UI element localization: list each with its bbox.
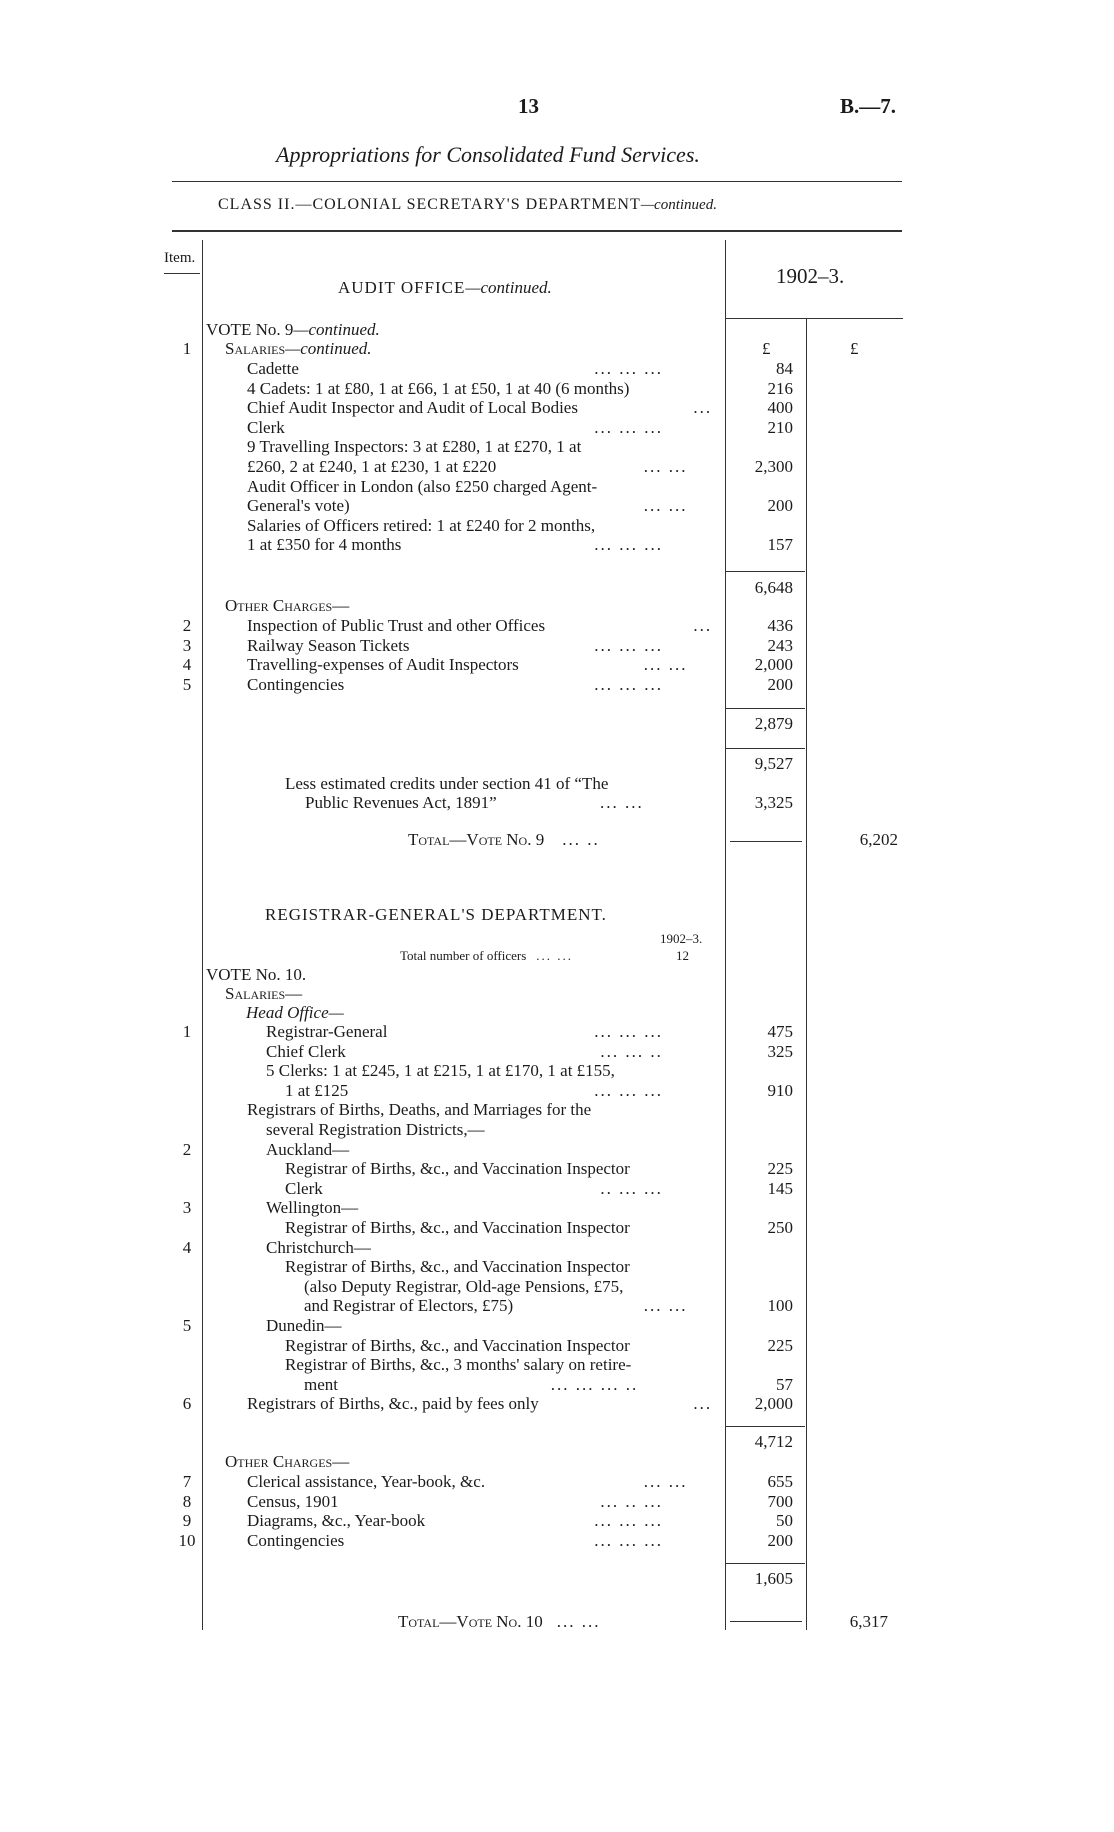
officers-label: Total number of officers ... ... <box>400 948 574 963</box>
amount-column-divider-mid <box>806 318 807 1630</box>
item-header-rule <box>164 273 200 274</box>
registrar.rows-row-leader: ... ... ... <box>594 1022 663 1041</box>
audit-other-subtotal: 2,879 <box>754 714 793 733</box>
registrar.rows-row-leader: ... ... ... <box>594 1080 663 1100</box>
audit.other_rows-row-item-number: 3 <box>182 635 192 655</box>
registrar.rows-row-item-number: 2 <box>182 1139 192 1159</box>
registrar.rows-row-amount: 2,000 <box>754 1394 793 1414</box>
registrar.rows-row-text: Registrar of Births, &c., and Vaccination Inspector <box>285 1159 630 1179</box>
audit-total-rule <box>730 841 802 842</box>
audit.other_rows-row-amount: 243 <box>767 635 793 655</box>
audit.rows-row-leader: ... ... ... <box>594 535 663 555</box>
audit-less-credits-amount: 3,325 <box>754 793 793 812</box>
audit.rows-row-text: General's vote) <box>247 496 350 516</box>
audit-salaries-rule <box>725 571 805 572</box>
audit.other_rows-row-text: Contingencies <box>247 674 345 694</box>
registrar.other_rows-row-item-number: 10 <box>178 1530 196 1550</box>
registrar.rows-row-text: Registrar of Births, &c., and Vaccination Inspector <box>285 1257 630 1277</box>
head-office-heading: Head Office— <box>246 1003 344 1022</box>
registrar-other-charges-heading: Other Charges— <box>225 1452 350 1471</box>
registrar.rows-row-text: Wellington— <box>266 1198 359 1218</box>
registrar.rows-row-text: Christchurch— <box>266 1237 371 1257</box>
audit.rows-row-amount: 2,300 <box>754 457 793 476</box>
audit.other_rows-row-item-number: 2 <box>182 616 192 635</box>
audit.rows-row-text: Clerk <box>247 417 285 437</box>
registrar.rows-row-item-number: 5 <box>182 1316 192 1335</box>
audit.other_rows-row-amount: 2,000 <box>754 655 793 675</box>
document-code: B.—7. <box>840 94 897 118</box>
registrar-salaries-subtotal: 4,712 <box>754 1432 793 1451</box>
registrar.rows-row-text: Registrar-General <box>266 1022 388 1041</box>
audit.other_rows-row-leader: ... ... <box>643 655 688 675</box>
audit-less-credits-line2: Public Revenues Act, 1891” ... ... <box>305 793 644 812</box>
year-header: 1902–3. <box>776 264 845 288</box>
registrar-total-rule <box>730 1621 802 1622</box>
audit.rows-row-leader: ... ... <box>643 496 688 516</box>
audit.rows-row-text: Salaries of Officers retired: 1 at £240 for 2 months, <box>247 515 596 535</box>
registrar.rows-row-text: Dunedin— <box>266 1316 342 1335</box>
registrar.other_rows-row-leader: ... ... ... <box>594 1530 663 1550</box>
registrar-vote-heading: VOTE No. 10. <box>206 965 307 984</box>
page-number: 13 <box>518 94 539 118</box>
registrar.rows-row-amount: 225 <box>767 1335 793 1355</box>
registrar.rows-row-amount: 325 <box>767 1041 793 1061</box>
audit.other_rows-row-item-number: 4 <box>182 655 192 675</box>
page-title: Appropriations for Consolidated Fund Services. <box>276 142 700 167</box>
registrar-salaries-rule <box>725 1426 805 1427</box>
registrar.rows-row-leader: ... ... ... .. <box>550 1374 639 1394</box>
audit.other_rows-row-amount: 200 <box>767 674 793 694</box>
audit.other_rows-row-leader: ... ... ... <box>594 635 663 655</box>
registrar.rows-row-text: Chief Clerk <box>266 1041 346 1061</box>
registrar.other_rows-row-item-number: 9 <box>182 1511 192 1531</box>
audit.rows-row-amount: 216 <box>767 378 793 398</box>
registrar.rows-row-text: ment <box>304 1374 338 1394</box>
audit.rows-row-amount: 157 <box>767 535 793 555</box>
audit-item-number: 1 <box>182 339 192 358</box>
audit.rows-row-amount: 400 <box>767 398 793 418</box>
audit.rows-row-text: 9 Travelling Inspectors: 3 at £280, 1 at £270, 1 at <box>247 437 582 457</box>
audit.other_rows-row-text: Travelling-expenses of Audit Inspectors <box>247 655 519 675</box>
audit.rows-row-amount: 84 <box>776 359 793 378</box>
class-heading: CLASS II.—COLONIAL SECRETARY'S DEPARTMENT—continued. <box>218 196 717 213</box>
audit-other-charges-heading: Other Charges— <box>225 596 350 615</box>
registrar.rows-row-leader: .. ... ... <box>600 1178 663 1198</box>
registrar.rows-row-text: 5 Clerks: 1 at £245, 1 at £215, 1 at £170, 1 at £155, <box>266 1061 615 1081</box>
registrar-vote-total-label: Total—Vote No. 10 ... ... <box>398 1612 601 1631</box>
registrar.other_rows-row-amount: 655 <box>767 1472 793 1491</box>
registrar.rows-row-text: Auckland— <box>266 1139 350 1159</box>
registrar.rows-row-item-number: 4 <box>182 1237 192 1257</box>
registrar.rows-row-item-number: 1 <box>182 1022 192 1041</box>
amount-column-divider-left <box>725 240 726 1630</box>
audit.rows-row-amount: 200 <box>767 496 793 516</box>
officers-count: 12 <box>676 948 689 963</box>
registrar.other_rows-row-item-number: 7 <box>182 1472 192 1491</box>
registrar.rows-row-text: Registrars of Births, &c., paid by fees only <box>247 1394 539 1414</box>
registrar.rows-row-amount: 100 <box>767 1296 793 1316</box>
audit-vote-total: 6,202 <box>859 830 898 849</box>
registrar.rows-row-item-number: 6 <box>182 1394 192 1414</box>
registrar.other_rows-row-text: Clerical assistance, Year-book, &c. <box>247 1472 486 1491</box>
registrar.rows-row-text: Registrar of Births, &c., and Vaccination Inspector <box>285 1335 630 1355</box>
registrar.other_rows-row-amount: 700 <box>767 1491 793 1511</box>
audit.other_rows-row-text: Railway Season Tickets <box>247 635 410 655</box>
registrar-section-heading: REGISTRAR-GENERAL'S DEPARTMENT. <box>265 905 607 924</box>
registrar.other_rows-row-text: Diagrams, &c., Year-book <box>247 1511 426 1531</box>
registrar.other_rows-row-leader: ... .. ... <box>600 1491 663 1511</box>
audit.rows-row-leader: ... ... ... <box>594 359 663 378</box>
registrar.rows-row-text: Registrars of Births, Deaths, and Marriages for the <box>247 1100 592 1120</box>
registrar.rows-row-amount: 225 <box>767 1159 793 1179</box>
registrar.other_rows-row-item-number: 8 <box>182 1491 192 1511</box>
audit.rows-row-text: Audit Officer in London (also £250 charged Agent- <box>247 476 598 496</box>
audit.other_rows-row-leader: ... ... ... <box>594 674 663 694</box>
registrar.rows-row-text: several Registration Districts,— <box>266 1120 485 1139</box>
audit.rows-row-text: Chief Audit Inspector and Audit of Local Bodies <box>247 398 578 418</box>
registrar.rows-row-amount: 145 <box>767 1178 793 1198</box>
item-column-divider <box>202 240 203 1630</box>
officers-year: 1902–3. <box>660 931 703 946</box>
title-rule <box>172 181 902 182</box>
year-header-rule <box>725 318 903 319</box>
audit-gross-rule <box>725 748 805 749</box>
registrar.rows-row-text: (also Deputy Registrar, Old-age Pensions, £75, <box>304 1276 624 1296</box>
audit.rows-row-leader: ... <box>693 398 713 418</box>
class-rule <box>172 230 902 232</box>
registrar.rows-row-text: Registrar of Births, &c., 3 months' salary on retire- <box>285 1355 632 1375</box>
registrar.rows-row-amount: 250 <box>767 1218 793 1237</box>
audit.other_rows-row-leader: ... <box>693 616 713 635</box>
registrar.rows-row-amount: 57 <box>776 1374 793 1394</box>
audit-vote-heading: VOTE No. 9—continued. <box>206 320 380 339</box>
audit-salaries-heading: Salaries—continued. <box>225 339 372 358</box>
audit.rows-row-text: 4 Cadets: 1 at £80, 1 at £66, 1 at £50, 1 at 40 (6 months) <box>247 378 630 398</box>
audit.rows-row-text: £260, 2 at £240, 1 at £230, 1 at £220 <box>247 457 497 476</box>
registrar.other_rows-row-leader: ... ... <box>643 1472 688 1491</box>
registrar.rows-row-leader: ... <box>693 1394 713 1414</box>
audit.rows-row-amount: 210 <box>767 417 793 437</box>
registrar.rows-row-amount: 475 <box>767 1022 793 1041</box>
registrar.other_rows-row-text: Census, 1901 <box>247 1491 339 1511</box>
registrar.rows-row-text: Clerk <box>285 1178 323 1198</box>
audit-other-rule <box>725 708 805 709</box>
audit-vote-total-label: Total—Vote No. 9 ... .. <box>408 830 600 849</box>
registrar-salaries-heading: Salaries— <box>225 984 303 1003</box>
registrar.rows-row-amount: 910 <box>767 1080 793 1100</box>
audit.other_rows-row-item-number: 5 <box>182 674 192 694</box>
audit.rows-row-text: Cadette <box>247 359 299 378</box>
audit-less-credits-line1: Less estimated credits under section 41 of “The <box>285 774 609 793</box>
registrar.other_rows-row-leader: ... ... ... <box>594 1511 663 1531</box>
pound-sign-col1: £ <box>762 339 771 358</box>
registrar.rows-row-leader: ... ... .. <box>600 1041 663 1061</box>
registrar.rows-row-text: Registrar of Births, &c., and Vaccination Inspector <box>285 1218 630 1237</box>
registrar.rows-row-text: and Registrar of Electors, £75) <box>304 1296 514 1316</box>
registrar-other-subtotal: 1,605 <box>754 1569 793 1588</box>
audit.rows-row-text: 1 at £350 for 4 months <box>247 535 402 555</box>
registrar-vote-total: 6,317 <box>849 1612 888 1631</box>
item-column-header: Item. <box>164 250 196 266</box>
registrar.rows-row-item-number: 3 <box>182 1198 192 1218</box>
registrar.rows-row-text: 1 at £125 <box>285 1080 349 1100</box>
registrar.other_rows-row-amount: 50 <box>776 1511 793 1531</box>
audit-gross-total: 9,527 <box>754 754 793 773</box>
audit.other_rows-row-amount: 436 <box>767 616 793 635</box>
audit.rows-row-leader: ... ... ... <box>594 417 663 437</box>
audit-salaries-subtotal: 6,648 <box>754 578 793 597</box>
pound-sign-col2: £ <box>850 339 859 358</box>
audit-section-heading: AUDIT OFFICE—continued. <box>338 278 552 297</box>
registrar-other-rule <box>725 1563 805 1564</box>
audit.rows-row-leader: ... ... <box>643 457 688 476</box>
audit.other_rows-row-text: Inspection of Public Trust and other Offices <box>247 616 546 635</box>
registrar.other_rows-row-text: Contingencies <box>247 1530 345 1550</box>
registrar.other_rows-row-amount: 200 <box>767 1530 793 1550</box>
registrar.rows-row-leader: ... ... <box>643 1296 688 1316</box>
